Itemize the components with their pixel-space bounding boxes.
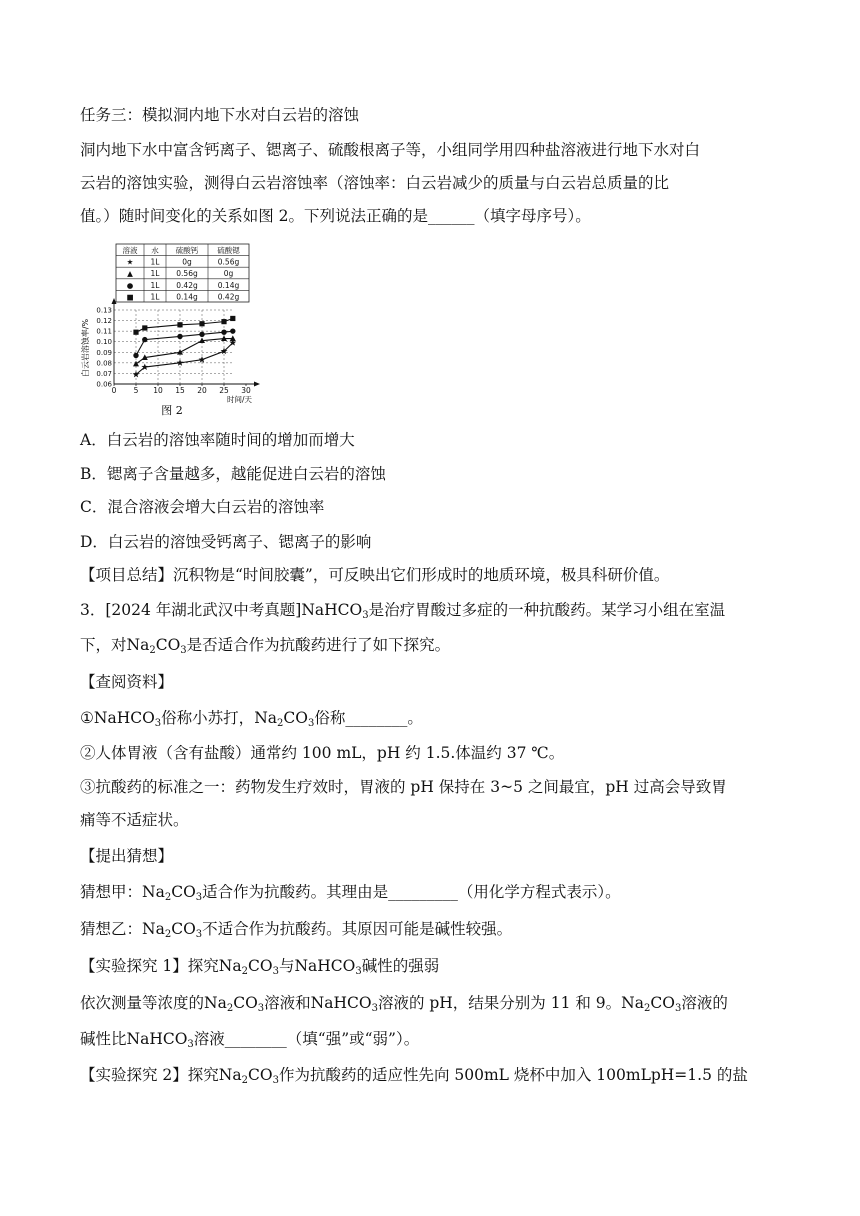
table-cell: 1L	[150, 292, 160, 302]
x-tick-label: 5	[133, 386, 139, 395]
experiment-2-heading: 【实验探究 2】探究$Na_2CO_3$作为抗酸药的适应性先向 500mL 烧杯中加入 100mLpH=1.5 的盐	[80, 1066, 748, 1086]
y-tick-label: 0.11	[96, 327, 112, 336]
guess-b: 猜想乙：$Na_2CO_3$不适合作为抗酸药。其原因可能是碱性较强。	[80, 920, 513, 940]
table-cell: 0.56g	[176, 269, 198, 279]
data-point-square	[133, 330, 138, 335]
table-cell: 0g	[223, 269, 234, 279]
table-cell: 0g	[182, 257, 192, 267]
data-point-circle	[199, 332, 204, 337]
x-tick-label: 20	[197, 386, 207, 395]
task3-paragraph-line-1: 洞内地下水中富含钙离子、锶离子、硫酸根离子等，小组同学用四种盐溶液进行地下水对白	[80, 141, 701, 159]
x-tick-label: 30	[241, 386, 251, 395]
x-tick-label: 10	[153, 386, 163, 395]
table-header-caso4: 硫酸钙	[175, 246, 199, 255]
x-tick-label: 0	[111, 386, 117, 395]
table-cell: 0.14g	[217, 280, 240, 290]
consult-item-1: ①NaHCO$_3$俗称小苏打，$Na_2CO_3$俗称________。	[80, 709, 423, 729]
series-line	[136, 343, 233, 375]
experiment-1-text-line-2: 碱性比NaHCO$_3$溶液________（填“强”或“弱”）。	[80, 1030, 420, 1050]
x-tick-label: 25	[219, 386, 229, 395]
y-tick-label: 0.13	[96, 306, 112, 315]
figure-caption: 图 2	[161, 404, 183, 417]
question-3-line-1: 3．[2024 年湖北武汉中考真题]NaHCO$_3$是治疗胃酸过多症的一种抗酸药。某学习小组在室温	[80, 601, 726, 621]
table-cell: 1L	[150, 269, 160, 279]
x-axis-label: 时间/天	[226, 395, 252, 404]
data-point-triangle	[133, 361, 139, 367]
data-point-square	[230, 316, 235, 321]
table-cell: ■	[126, 292, 134, 302]
experiment-1-text-line-1: 依次测量等浓度的$Na_2CO_3$溶液和NaHCO$_3$溶液的 pH，结果分别为 11 和 9。$Na_2CO_3$溶液的	[80, 994, 728, 1014]
y-tick-label: 0.07	[96, 369, 112, 378]
table-cell: 1L	[150, 280, 160, 290]
guess-heading: 【提出猜想】	[80, 847, 174, 865]
table-header-srso4: 硫酸锶	[217, 246, 240, 255]
y-tick-label: 0.10	[96, 338, 112, 347]
experiment-1-heading: 【实验探究 1】探究$Na_2CO_3$与NaHCO$_3$碱性的强弱	[80, 957, 440, 977]
data-point-square	[177, 322, 182, 327]
figure-2-svg	[74, 240, 264, 420]
y-tick-label: 0.09	[96, 348, 112, 357]
data-point-star	[199, 356, 206, 363]
table-header-water: 水	[151, 246, 159, 255]
data-point-square	[221, 319, 226, 324]
table-cell: ●	[126, 280, 134, 290]
chart-grid	[114, 310, 233, 384]
table-cell: 0.56g	[217, 257, 240, 267]
data-point-star	[177, 359, 184, 366]
legend-table	[116, 244, 249, 302]
table-cell: ▲	[127, 269, 133, 279]
option-b: B．锶离子含量越多，越能促进白云岩的溶蚀	[80, 465, 386, 483]
task3-title: 任务三：模拟洞内地下水对白云岩的溶蚀	[80, 106, 360, 124]
table-cell: 0.42g	[176, 280, 198, 290]
guess-a: 猜想甲：$Na_2CO_3$适合作为抗酸药。其理由是_________（用化学方程式表示）。	[80, 883, 621, 903]
x-axis-arrow	[254, 382, 260, 387]
data-point-circle	[142, 337, 147, 342]
y-tick-labels	[96, 307, 112, 389]
data-point-circle	[133, 353, 138, 358]
data-point-square	[142, 325, 147, 330]
option-c: C．混合溶液会增大白云岩的溶蚀率	[80, 498, 325, 516]
table-cell: 0.42g	[217, 292, 240, 302]
chart-series	[133, 316, 237, 378]
series-line	[136, 339, 233, 364]
option-a: A．白云岩的溶蚀率随时间的增加而增大	[80, 431, 355, 449]
task3-paragraph-line-2: 云岩的溶蚀实验，测得白云岩溶蚀率（溶蚀率：白云岩减少的质量与白云岩总质量的比	[80, 174, 670, 192]
table-header-solution: 溶液	[122, 246, 138, 255]
dissolution-rate-chart	[80, 298, 260, 404]
data-point-circle	[230, 328, 235, 333]
y-tick-label: 0.08	[96, 359, 112, 368]
x-tick-label: 15	[175, 386, 185, 395]
y-axis-label: 白云岩溶蚀率/%	[81, 318, 90, 378]
consult-item-3-line-1: ③抗酸药的标准之一：药物发生疗效时，胃液的 pH 保持在 3~5 之间最宜，pH 过高会导致胃	[80, 778, 727, 796]
x-tick-labels	[112, 386, 251, 395]
project-summary: 【项目总结】沉积物是“时间胶囊”，可反映出它们形成时的地质环境，极具科研价值。	[80, 566, 670, 584]
series-line	[136, 331, 233, 355]
data-point-circle	[221, 330, 226, 335]
y-tick-label: 0.06	[96, 380, 112, 389]
data-point-triangle	[177, 349, 183, 355]
consult-item-2: ②人体胃液（含有盐酸）通常约 100 mL，pH 约 1.5.体温约 37 ℃。	[80, 744, 565, 762]
question-3-line-2: 下，对$Na_2CO_3$是否适合作为抗酸药进行了如下探究。	[80, 636, 451, 656]
table-cell: 1L	[150, 257, 160, 267]
consult-item-3-line-2: 痛等不适症状。	[80, 811, 189, 829]
table-cell: ★	[126, 257, 134, 267]
data-point-square	[199, 321, 204, 326]
consult-heading: 【查阅资料】	[80, 673, 174, 691]
chart-axes	[112, 298, 261, 387]
y-tick-label: 0.12	[96, 317, 112, 326]
task3-paragraph-line-3: 值。）随时间变化的关系如图 2。下列说法正确的是______（填字母序号）。	[80, 207, 591, 225]
table-cell: 0.14g	[176, 292, 198, 302]
option-d: D．白云岩的溶蚀受钙离子、锶离子的影响	[80, 533, 372, 551]
figure-2	[74, 240, 264, 420]
data-point-circle	[177, 334, 182, 339]
